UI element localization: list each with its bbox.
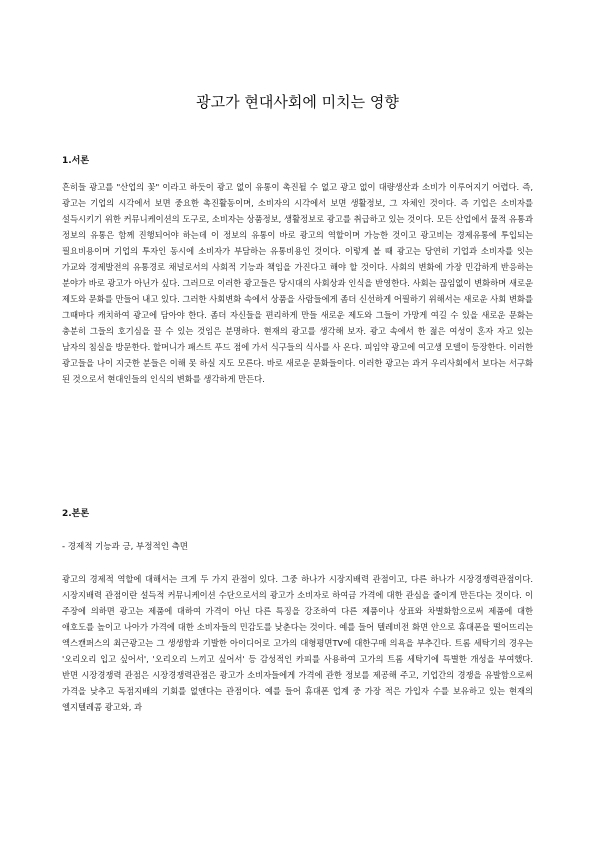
subheading-economic-function: - 경제적 기능과 긍, 부정적인 측면 [62,542,189,552]
section-heading-introduction: 1.서론 [62,156,90,166]
document-title: 광고가 현대사회에 미치는 영향 [196,93,399,111]
section-heading-body: 2.본론 [62,509,90,519]
paragraph-economic-role: 광고의 경제적 역할에 대해서는 크게 두 가지 관점이 있다. 그중 하나가 시장지배력 관점이고, 다른 하나가 시장경쟁력관점이다. 시장지배력 관점이란 설득적 커뮤니케이션 수단으로서의 광고가 소비자로 하여금 가격에 대한 관심을 줄이게 만든다는 것이다. 이 주장에 의하면 광고는 제품에 대하여 가격이 아닌 다른 특징을 강조하여 다른 제품이나 상표와 차별화함으로써 제품에 대한 애호도를 높이고 나아가 가격에 대한 소비자들의 민감도를 낮춘다는 것이다. 예를 들어 텔레비전 화면 안으로 휴대폰을 떨어뜨리는 엑스캔퍼스의 최근광고는 그 생생함과 기발한 아이디어로 고가의 대형평면TV에 대한구매 의욕을 부추긴다. 트롬 세탁기의 경우는 '오리오리 입고 싶어서', '오리오리 느끼고 싶어서' 등 감성적인 카피를 사용하여 고가의 트롬 세탁기에 특별한 개성을 부여했다. 반면 시장경쟁력 관점은 시장경쟁력관점은 광고가 소비자들에게 가격에 관한 정보를 제공해 주고, 기업간의 경쟁을 유발함으로써 가격을 낮추고 독점지배의 기회를 없앤다는 관점이다. 예를 들어 휴대폰 업계 중 가장 적은 가입자 수를 보유하고 있는 현재의 엘지텔레콤 광고와, 과 [62,574,533,712]
paragraph-introduction: 흔히들 광고를 "산업의 꽃" 이라고 하듯이 광고 없이 유통이 촉진될 수 없고 광고 없이 대량생산과 소비가 이루어지기 어렵다. 즉, 광고는 기업의 시각에서 보면 중요한 촉진활동이며, 소비자의 시각에서 보면 생활정보, 그 자체인 것이다. 즉 기업은 소비자를 설득시키기 위한 커뮤니케이션의 도구로, 소비자는 상품정보, 생활정보로 광고를 취급하고 있는 것이다. 모든 산업에서 물적 유통과 정보의 유통은 함께 진행되어야 하는데 이 정보의 유통이 바로 광고의 역할이며 가능한 것이고 광고비는 경제유통에 투입되는 필요비용이며 기업의 투자인 동시에 소비자가 부담하는 유통비용인 것이다. 이렇게 볼 때 광고는 당연히 기업과 소비자를 잇는 가교와 경제발전의 유통경로 채널로서의 사회적 기능과 책임을 가진다고 해야 할 것이다. 사회의 변화에 가장 민감하게 반응하는 분야가 바로 광고가 아닌가 싶다. 그러므로 이러한 광고들은 당시대의 사회상과 인식을 반영한다. 사회는 끊임없이 변화하며 새로운 제도와 문화를 만들어 내고 있다. 그러한 사회변화 속에서 상품을 사람들에게 좀더 신선하게 어필하기 위해서는 새로운 사회 변화를 그때마다 캐치하여 광고에 담아야 한다. 좀더 자신들을 편리하게 만들 새로운 제도와 그들이 가망게 여길 수 있을 새로운 문화는 충분히 그들의 호기심을 끌 수 있는 것임은 분명하다. 현재의 광고를 생각해 보자. 광고 속에서 한 젊은 여성이 혼자 자고 있는 남자의 침실을 방문한다. 할머니가 패스트 푸드 점에 가서 식구들의 식사를 사 온다. 피임약 광고에 여고생 모델이 등장한다. 이러한 광고들을 나이 지긋한 분들은 이해 못 하실 지도 모른다. 바로 새로운 문화들이다. 이러한 광고는 과거 우리사회에서 보다는 서구화 된 것으로서 현대인들의 인식의 변화를 생각하게 만든다. [62,182,533,384]
